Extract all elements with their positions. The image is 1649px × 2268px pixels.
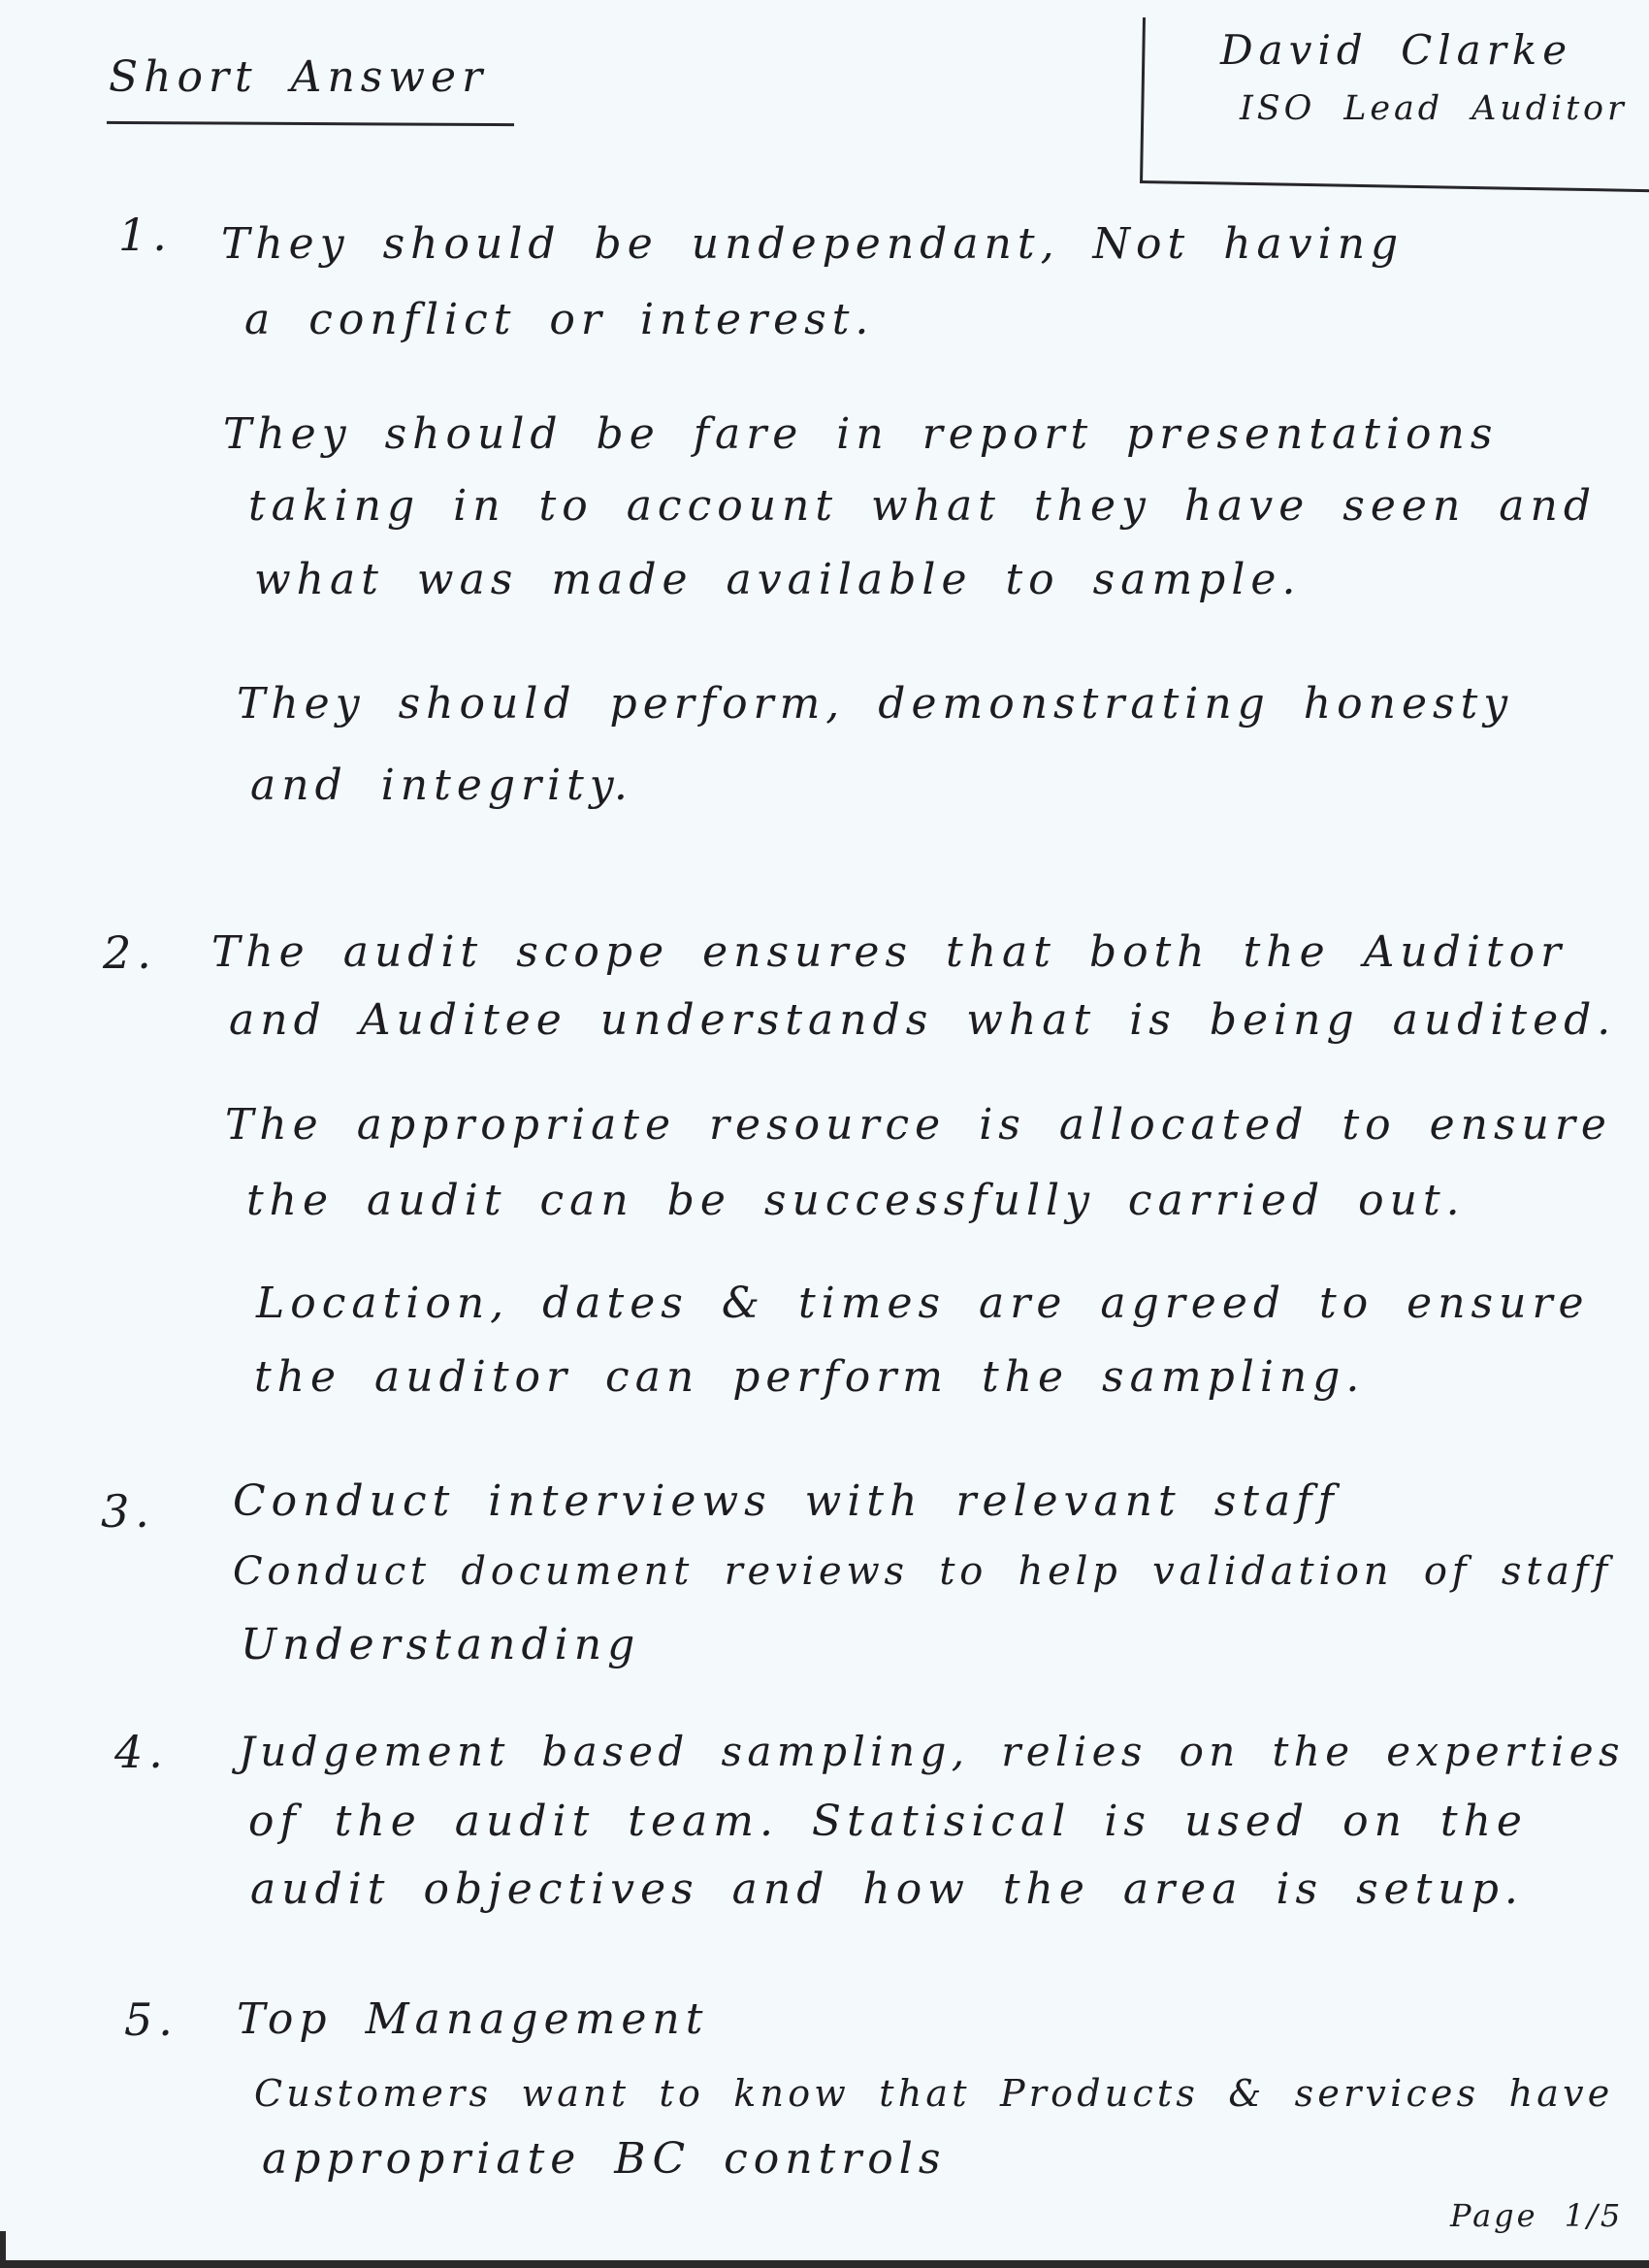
title-underline (107, 121, 514, 126)
scan-edge-shadow (0, 2260, 1649, 2268)
author-role: ISO Lead Auditor (1240, 89, 1628, 128)
answer-2-line-1: The audit scope ensures that both the Auditor (211, 927, 1568, 977)
scan-corner-shadow (0, 2231, 6, 2260)
answer-2-line-4: the audit can be successfully carried out. (246, 1176, 1466, 1225)
answer-2-line-3: The appropriate resource is allocated to ensure (225, 1100, 1612, 1150)
answer-number-5: 5. (124, 1993, 178, 2046)
answer-number-4: 4. (114, 1726, 169, 1778)
answer-1-line-3: They should be fare in report presentations (223, 409, 1499, 459)
answer-3-line-1: Conduct interviews with relevant staff (233, 1476, 1340, 1526)
answer-number-2: 2. (103, 926, 157, 979)
answer-3-line-2: Conduct document reviews to help validation of staff (233, 1549, 1612, 1594)
answer-5-line-2: Customers want to know that Products & services have (254, 2072, 1614, 2115)
answer-1-line-6: They should perform, demonstrating honesty (237, 679, 1514, 729)
answer-2-line-5: Location, dates & times are agreed to ensure (256, 1279, 1590, 1328)
answer-number-3: 3. (101, 1485, 155, 1538)
answer-5-line-3: appropriate BC controls (262, 2134, 947, 2184)
answer-number-1: 1. (118, 209, 173, 261)
answer-1-line-7: and integrity. (250, 761, 633, 810)
answer-4-line-2: of the audit team. Statisical is used on the (248, 1797, 1528, 1846)
answer-1-line-1: They should be undependant, Not having (221, 219, 1405, 269)
answer-4-line-1: Judgement based sampling, relies on the experties (239, 1728, 1625, 1775)
page-title: Short Answer (109, 52, 489, 102)
answer-2-line-6: the auditor can perform the sampling. (254, 1352, 1366, 1402)
answer-1-line-2: a conflict or interest. (244, 295, 875, 344)
answer-1-line-5: what was made available to sample. (254, 555, 1302, 604)
author-name: David Clarke (1220, 26, 1573, 74)
answer-1-line-4: taking in to account what they have seen and (248, 481, 1598, 531)
answer-4-line-3: audit objectives and how the area is setup. (250, 1864, 1524, 1914)
answer-5-line-1: Top Management (237, 1994, 709, 2044)
answer-3-line-3: Understanding (241, 1620, 641, 1669)
page-number: Page 1/5 (1450, 2197, 1624, 2234)
answer-2-line-2: and Auditee understands what is being audited. (229, 995, 1617, 1045)
